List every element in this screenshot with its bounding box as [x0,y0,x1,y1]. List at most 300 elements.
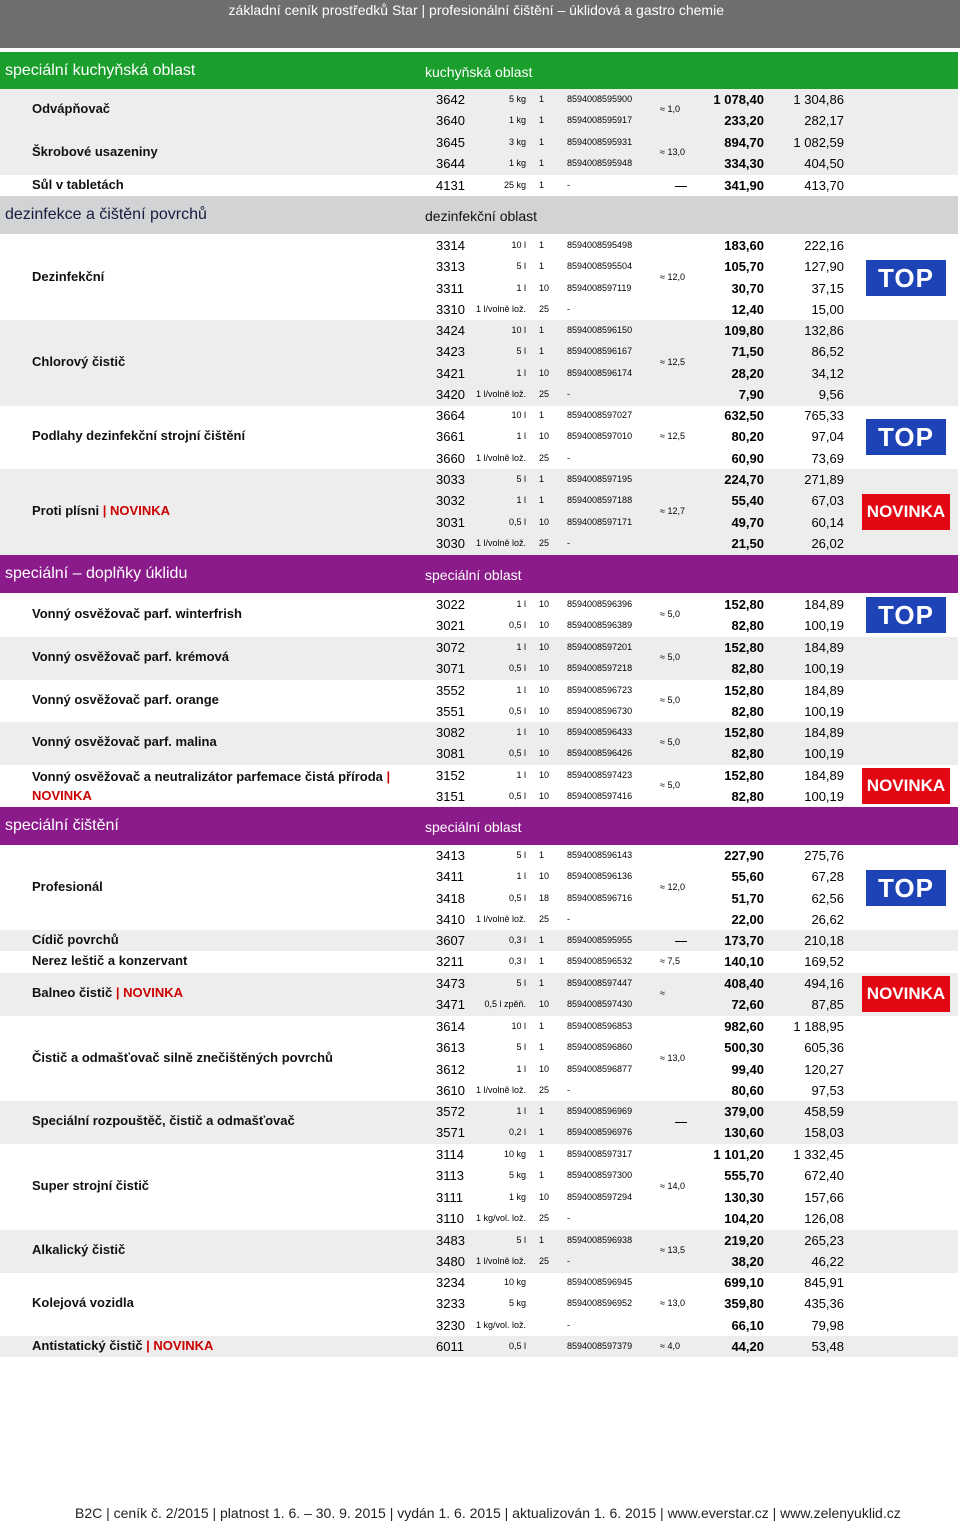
cell-vol: 5 l [516,1042,526,1053]
cell-ean: 8594008596167 [567,346,633,357]
cell-p1: 82,80 [731,704,764,720]
cell-ean: 8594008597188 [567,495,633,506]
cell-code: 3483 [436,1233,465,1248]
cell-ean: 8594008595948 [567,158,633,169]
cell-qty: 25 [539,389,550,400]
cell-code: 3111 [436,1189,463,1205]
product-name-text: Odvápňovač [32,101,111,117]
cell-p2: 210,18 [804,933,844,948]
table-row [0,973,958,994]
ph-value: ≈ 12,7 [660,505,685,516]
cell-ean: - [567,452,570,463]
cell-p1: 152,80 [724,683,764,698]
novinka-label: NOVINKA [153,1337,214,1353]
cell-qty: 10 [539,685,550,695]
novinka-label: NOVINKA [123,985,184,1001]
cell-p1: 982,60 [724,1019,764,1034]
ph-value: ≈ 12,0 [660,881,685,892]
cell-qty: 25 [539,538,550,549]
cell-p2: 15,00 [811,302,844,318]
table-row [0,320,958,341]
cell-p2: 87,85 [811,997,844,1013]
cell-code: 3423 [436,344,465,360]
cell-code: 6011 [436,1339,464,1354]
table-row [0,363,958,384]
ph-dash [675,941,687,942]
cell-ean: 8594008596853 [567,1021,633,1031]
cell-code: 3410 [436,912,465,928]
novinka-label: NOVINKA [32,788,92,803]
footer-text: B2C | ceník č. 2/2015 | platnost 1. 6. – 30. 9. 2015 | vydán 1. 6. 2015 | aktualizován 1. 6. 2015 | www.everstar.cz | www.zelenyuklid.cz [75,1505,901,1521]
cell-qty: 1 [539,115,545,126]
cell-p1: 379,00 [724,1104,764,1119]
cell-vol: 10 kg [503,1149,526,1159]
cell-p2: 1 188,95 [793,1019,844,1034]
ph-value: ≈ 13,5 [660,1245,685,1256]
cell-code: 3234 [436,1275,465,1290]
cell-qty: 1 [539,935,545,945]
novinka-separator: | [382,769,391,784]
cell-vol: 1 l [516,431,526,442]
product-name-text: Cídič povrchů [32,931,119,947]
table-row [0,512,958,533]
cell-qty: 1 [539,1149,545,1159]
cell-vol: 0,5 l [508,1341,526,1351]
cell-ean: 8594008596716 [567,892,633,903]
section-header-s3 [0,555,958,593]
cell-ean: 8594008597317 [567,1149,633,1159]
cell-vol: 5 kg [508,94,526,104]
ph-value: ≈ 13,0 [660,147,685,158]
cell-ean: 8594008596396 [567,599,633,609]
cell-p2: 282,17 [804,113,844,129]
ph-value: ≈ 1,0 [660,104,680,115]
table-row [0,299,958,320]
table-row [0,1037,958,1058]
cell-ean: - [567,180,570,190]
cell-vol: 1 l/volně lož. [475,304,526,315]
cell-p1: 359,80 [724,1296,764,1312]
cell-code: 3614 [436,1019,465,1034]
cell-p1: 72,60 [731,997,764,1013]
product-name-text: Podlahy dezinfekční strojní čištění [32,428,246,444]
cell-qty: 1 [539,474,545,484]
cell-ean: - [567,1319,570,1330]
cell-p2: 100,19 [804,704,844,720]
cell-code: 3610 [436,1083,465,1099]
cell-p2: 46,22 [811,1254,844,1270]
cell-ean: 8594008597423 [567,770,633,780]
cell-p2: 222,16 [804,238,844,253]
table-row [0,722,958,743]
cell-qty: 1 [539,956,545,966]
cell-code: 3607 [436,933,465,948]
cell-vol: 1 l [516,727,526,737]
table-row [0,1059,958,1080]
ph-value: ≈ 12,5 [660,431,685,442]
cell-qty: 1 [539,1042,545,1053]
cell-qty: 1 [539,1235,545,1245]
cell-p1: 894,70 [724,135,764,150]
novinka-separator: | [112,985,124,1001]
table-row [0,701,958,722]
cell-p1: 80,20 [731,429,764,445]
cell-p1: 555,70 [724,1168,764,1184]
cell-ean: 8594008596969 [567,1106,633,1116]
cell-code: 3110 [436,1211,464,1227]
cell-ean: 8594008596723 [567,685,633,695]
top-badge: TOP [866,260,946,296]
cell-vol: 1 l [516,599,526,609]
cell-qty: 1 [539,325,545,335]
cell-p2: 86,52 [811,344,844,360]
cell-ean: 8594008597027 [567,410,633,420]
cell-p1: 173,70 [724,933,764,948]
cell-ean: 8594008596877 [567,1063,633,1074]
cell-vol: 1 kg/vol. lož. [475,1319,526,1330]
table-row [0,1122,958,1143]
cell-vol: 3 kg [508,137,526,147]
table-row [0,469,958,490]
cell-qty: 25 [539,304,550,315]
cell-qty: 10 [539,431,550,442]
cell-ean: 8594008596860 [567,1042,633,1053]
cell-qty: 1 [539,850,545,860]
table-row [0,951,958,972]
cell-code: 3552 [436,683,465,698]
cell-p1: 104,20 [724,1211,764,1227]
table-row [0,1230,958,1251]
table-row [0,637,958,658]
table-row [0,132,958,153]
cell-code: 3644 [436,156,465,172]
cell-ean: 8594008596952 [567,1298,633,1309]
cell-qty: 1 [539,495,545,506]
table-row [0,533,958,554]
cell-p2: 413,70 [804,178,844,193]
table-row [0,1144,958,1165]
table-row [0,680,958,701]
cell-qty: 25 [539,1256,550,1267]
cell-p2: 1 304,86 [793,92,844,107]
cell-vol: 10 l [511,240,526,250]
cell-vol: 0,5 l [508,706,526,717]
cell-code: 3211 [436,954,464,969]
cell-vol: 0,5 l [508,748,526,759]
table-row [0,909,958,930]
cell-ean: 8594008597379 [567,1341,633,1351]
cell-p1: 130,30 [724,1189,764,1205]
cell-p2: 169,52 [804,954,844,969]
cell-p1: 55,40 [731,493,764,509]
cell-qty: 1 [539,346,545,357]
table-row [0,89,958,110]
ph-value: ≈ 14,0 [660,1180,685,1191]
cell-p1: 66,10 [731,1317,764,1333]
cell-p2: 271,89 [804,472,844,487]
cell-vol: 1 l [516,642,526,652]
cell-vol: 5 l [516,261,526,272]
cell-code: 3072 [436,640,465,655]
cell-ean: 8594008595931 [567,137,633,147]
section-title: dezinfekce a čištění povrchů [5,206,207,223]
cell-qty: 18 [539,892,550,903]
cell-code: 3572 [436,1104,465,1119]
top-badge: TOP [866,870,946,906]
cell-vol: 0,5 l [508,620,526,631]
cell-qty: 1 [539,261,545,272]
product-name-text: Speciální rozpouštěč, čistič a odmašťovač [32,1113,295,1129]
table-row [0,866,958,887]
table-row [0,153,958,174]
table-row [0,110,958,131]
cell-code: 3645 [436,135,465,150]
cell-vol: 5 l [516,850,526,860]
cell-ean: 8594008597119 [567,282,632,293]
cell-qty: 1 [539,240,545,250]
cell-ean: 8594008595955 [567,935,633,945]
novinka-badge: NOVINKA [862,976,950,1012]
cell-p1: 44,20 [731,1339,764,1354]
cell-p2: 845,91 [804,1275,844,1290]
novinka-separator: | [99,502,111,518]
cell-code: 3230 [436,1317,465,1333]
cell-vol: 1 l [516,770,526,780]
cell-p2: 184,89 [804,725,844,740]
cell-p1: 341,90 [724,178,764,193]
table-row [0,426,958,447]
cell-vol: 0,3 l [508,935,526,945]
cell-code: 3642 [436,92,465,107]
cell-p2: 100,19 [804,789,844,805]
cell-vol: 1 kg [508,115,526,126]
cell-code: 3081 [436,746,465,762]
product-name-text: Vonný osvěžovač a neutralizátor parfemace čistá příroda [32,769,383,784]
section-title: speciální – doplňky úklidu [5,565,188,582]
header-bar [0,0,960,48]
table-row [0,888,958,909]
cell-code: 3114 [436,1147,464,1162]
cell-p1: 21,50 [731,536,764,552]
product-name-text: Proti plísni [32,502,100,518]
cell-vol: 1 l/volně lož. [475,1256,526,1267]
table-row [0,341,958,362]
cell-p1: 227,90 [724,848,764,863]
cell-code: 3411 [436,869,464,885]
cell-ean: 8594008596136 [567,871,633,882]
cell-qty: 10 [539,748,550,759]
cell-p1: 80,60 [731,1083,764,1099]
table-row [0,1272,958,1293]
table-row [0,1293,958,1314]
product-name-text: Antistatický čistič [32,1337,143,1353]
cell-vol: 1 l/volně lož. [475,452,526,463]
ph-value: ≈ 5,0 [660,695,680,706]
product-name-text: Kolejová vozidla [32,1295,134,1311]
cell-qty: 1 [539,1106,545,1116]
ph-value: ≈ 7,5 [660,955,680,966]
cell-qty: 25 [539,1085,550,1096]
cell-qty: 25 [539,452,550,463]
cell-vol: 5 l [516,978,526,988]
table-row [0,845,958,866]
cell-code: 3022 [436,597,465,612]
ph-value: ≈ 5,0 [660,780,680,791]
cell-code: 3571 [436,1125,465,1141]
cell-ean: - [567,1085,570,1096]
top-badge: TOP [866,597,946,633]
cell-vol: 1 l [516,1063,526,1074]
cell-vol: 1 l/volně lož. [475,914,526,925]
product-name-text: Vonný osvěžovač parf. malina [32,734,217,750]
cell-p2: 605,36 [804,1040,844,1056]
cell-ean: 8594008597300 [567,1170,633,1181]
cell-ean: 8594008597195 [567,474,633,484]
table-row [0,1251,958,1272]
table-row [0,1315,958,1336]
cell-code: 3032 [436,493,465,509]
cell-code: 3082 [436,725,465,740]
cell-vol: 1 l [516,282,526,293]
cell-p1: 183,60 [724,238,764,253]
cell-p2: 494,16 [804,976,844,991]
product-name-text: Vonný osvěžovač parf. winterfrish [32,606,242,622]
product-name-text: Vonný osvěžovač parf. krémová [32,649,230,665]
product-name-text: Chlorový čistič [32,353,126,369]
section-title: speciální kuchyňská oblast [5,62,196,79]
cell-ean: 8594008596976 [567,1127,633,1138]
cell-qty: 10 [539,663,550,674]
cell-p1: 51,70 [731,890,764,906]
cell-ean: - [567,389,570,400]
cell-vol: 1 l [516,367,526,378]
cell-code: 4131 [436,178,465,193]
cell-qty: 1 [539,410,545,420]
cell-p1: 632,50 [724,408,764,423]
cell-code: 3151 [436,789,465,805]
cell-p1: 7,90 [738,387,764,403]
cell-p2: 9,56 [818,387,844,403]
cell-p2: 158,03 [804,1125,844,1141]
cell-p1: 71,50 [731,344,764,360]
cell-vol: 1 l [516,685,526,695]
cell-p1: 12,40 [731,302,764,318]
cell-code: 3314 [436,238,465,253]
cell-p1: 99,40 [731,1061,764,1077]
section-subtitle: speciální oblast [425,567,522,583]
cell-code: 3480 [436,1254,465,1270]
cell-code: 3664 [436,408,465,423]
cell-qty: 1 [539,1021,545,1031]
section-title: speciální čištění [5,817,119,834]
cell-ean: 8594008596945 [567,1277,633,1287]
cell-ean: 8594008597171 [567,516,633,527]
cell-p2: 97,04 [811,429,844,445]
cell-p1: 60,90 [731,450,764,466]
table-row [0,1101,958,1122]
cell-vol: 5 kg [508,1298,526,1309]
cell-p2: 67,03 [811,493,844,509]
cell-code: 3071 [436,661,465,677]
cell-p1: 233,20 [724,113,764,129]
table-row [0,1016,958,1037]
cell-qty: 1 [539,978,545,988]
cell-p2: 97,53 [811,1083,844,1099]
cell-ean: 8594008596150 [567,325,633,335]
table-row [0,405,958,426]
cell-p2: 672,40 [804,1168,844,1184]
cell-code: 3661 [436,429,465,445]
product-name-text: Balneo čistič [32,985,113,1001]
cell-code: 3021 [436,618,465,634]
cell-p2: 184,89 [804,597,844,612]
cell-vol: 1 l [516,1106,526,1116]
cell-qty: 25 [539,914,550,925]
table-row [0,1165,958,1186]
ph-value: ≈ 5,0 [660,737,680,748]
cell-vol: 1 kg [508,158,526,169]
cell-p1: 82,80 [731,661,764,677]
cell-p2: 79,98 [811,1317,844,1333]
cell-p2: 120,27 [804,1061,844,1077]
section-subtitle: dezinfekční oblast [425,208,538,224]
cell-ean: - [567,914,570,925]
novinka-separator: | [142,1337,154,1353]
cell-ean: - [567,538,570,549]
table-row [0,786,958,807]
cell-code: 3471 [436,997,465,1013]
cell-qty: 10 [539,770,550,780]
ph-dash [675,1122,687,1123]
product-name-text: Vonný osvěžovač parf. orange [32,692,219,708]
product-name-text: Sůl v tabletách [32,176,124,192]
cell-qty: 10 [539,642,550,652]
cell-code: 3311 [436,280,464,296]
cell-p1: 22,00 [731,912,764,928]
table-row [0,278,958,299]
cell-qty: 10 [539,871,550,882]
table-row [0,1080,958,1101]
cell-vol: 0,5 l zpěň. [484,999,526,1010]
cell-ean: 8594008596426 [567,748,633,759]
ph-dash [675,186,687,187]
product-name-text: Čistič a odmašťovač silně znečištěných povrchů [32,1049,333,1065]
table-row [0,175,958,196]
cell-ean: 8594008595498 [567,240,633,250]
ph-value: ≈ 4,0 [660,1340,680,1351]
cell-p2: 60,14 [811,514,844,530]
cell-qty: 10 [539,999,550,1010]
cell-code: 3612 [436,1061,465,1077]
cell-p1: 152,80 [724,640,764,655]
cell-code: 3640 [436,113,465,129]
product-name-text: Super strojní čistič [32,1177,150,1193]
cell-vol: 0,3 l [508,956,526,966]
cell-qty: 1 [539,1170,545,1181]
cell-vol: 1 kg/vol. lož. [475,1213,526,1224]
table-row [0,1208,958,1229]
cell-vol: 5 kg [508,1170,526,1181]
cell-p2: 184,89 [804,768,844,783]
cell-qty: 10 [539,516,550,527]
cell-p2: 132,86 [804,323,844,338]
cell-p2: 765,33 [804,408,844,423]
cell-code: 3418 [436,890,465,906]
table-row [0,384,958,405]
cell-p2: 73,69 [811,450,844,466]
table-row [0,994,958,1015]
cell-qty: 10 [539,282,550,293]
